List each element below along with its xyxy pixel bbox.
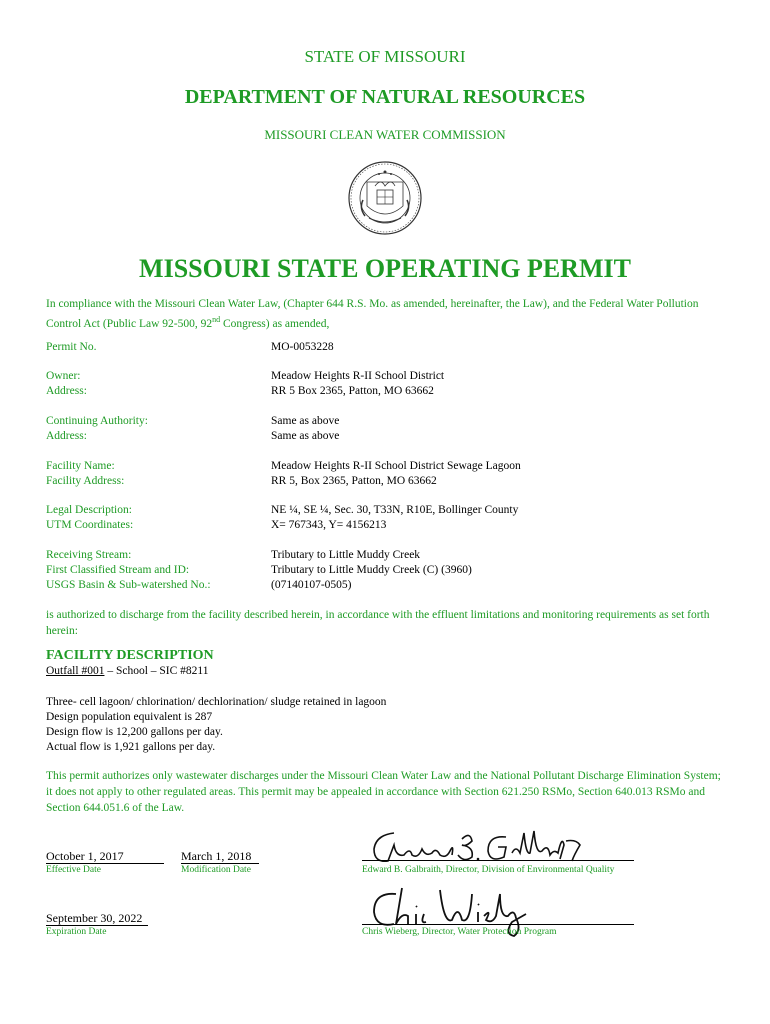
owner-address-label: Address: <box>46 385 87 397</box>
compliance-intro: In compliance with the Missouri Clean Water Law, (Chapter 644 R.S. Mo. as amended, hereinafter, the Law), and the Federal Water Pollution Control Act (Public Law 92-500, 92nd Congress) as amended, <box>46 298 699 330</box>
header-commission: MISSOURI CLEAN WATER COMMISSION <box>264 127 506 142</box>
expiration-date: September 30, 2022 <box>46 911 143 925</box>
expiration-date-label: Expiration Date <box>46 927 107 937</box>
permit-notice: This permit authorizes only wastewater discharges under the Missouri Clean Water Law and the National Pollutant Discharge Elimination System; it does not apply to other regulated areas. This permit may be appealed in accordance with Section 621.250 RSMo, Section 640.013 RSMo and Section 644.051.6 of the Law. <box>46 770 721 814</box>
facility-name-label: Facility Name: <box>46 460 115 472</box>
first-classified-stream-value: Tributary to Little Muddy Creek (C) (3960) <box>271 564 472 576</box>
continuing-authority-label: Continuing Authority: <box>46 415 148 427</box>
description-line: Actual flow is 1,921 gallons per day. <box>46 741 216 753</box>
utm-label: UTM Coordinates: <box>46 519 134 531</box>
owner-value: Meadow Heights R-II School District <box>271 370 445 382</box>
description-line: Three- cell lagoon/ chlorination/ dechlorination/ sludge retained in lagoon <box>46 696 387 708</box>
permit-no-label: Permit No. <box>46 341 97 353</box>
facility-name-value: Meadow Heights R-II School District Sewage Lagoon <box>271 460 521 472</box>
signature-line-2 <box>362 924 634 925</box>
signature-line-1 <box>362 860 634 861</box>
effective-date: October 1, 2017 <box>46 849 124 863</box>
header-state: STATE OF MISSOURI <box>304 47 466 66</box>
description-line: Design population equivalent is 287 <box>46 711 213 723</box>
modification-date-line <box>181 863 259 864</box>
authorized-statement: is authorized to discharge from the facility described herein, in accordance with the effluent limitations and monitoring requirements as set forth herein: <box>46 609 710 637</box>
ca-address-label: Address: <box>46 430 87 442</box>
permit-title: MISSOURI STATE OPERATING PERMIT <box>139 254 631 283</box>
legal-description-label: Legal Description: <box>46 504 132 516</box>
receiving-stream-label: Receiving Stream: <box>46 549 132 561</box>
outfall-line: Outfall #001 – School – SIC #8211 <box>46 665 209 677</box>
wieberg-signature-caption: Chris Wieberg, Director, Water Protection Program <box>362 927 557 937</box>
usgs-basin-value: (07140107-0505) <box>271 579 352 591</box>
header-department: DEPARTMENT OF NATURAL RESOURCES <box>184 86 586 108</box>
first-classified-stream-label: First Classified Stream and ID: <box>46 564 190 576</box>
receiving-stream-value: Tributary to Little Muddy Creek <box>271 549 421 561</box>
utm-value: X= 767343, Y= 4156213 <box>271 519 387 531</box>
usgs-basin-label: USGS Basin & Sub-watershed No.: <box>46 579 211 591</box>
effective-date-label: Effective Date <box>46 865 101 875</box>
modification-date-label: Modification Date <box>181 865 251 875</box>
effective-date-line <box>46 863 164 864</box>
ca-address-value: Same as above <box>271 430 340 442</box>
expiration-date-line <box>46 925 148 926</box>
permit-no-value: MO-0053228 <box>271 341 334 353</box>
facility-address-label: Facility Address: <box>46 475 125 487</box>
state-seal-icon <box>347 160 423 236</box>
facility-address-value: RR 5, Box 2365, Patton, MO 63662 <box>271 475 437 487</box>
owner-label: Owner: <box>46 370 81 382</box>
owner-address-value: RR 5 Box 2365, Patton, MO 63662 <box>271 385 434 397</box>
description-line: Design flow is 12,200 gallons per day. <box>46 726 223 738</box>
facility-description-body <box>46 695 386 755</box>
facility-description-heading: FACILITY DESCRIPTION <box>46 648 214 663</box>
galbraith-signature-caption: Edward B. Galbraith, Director, Division of Environmental Quality <box>362 865 615 875</box>
legal-description-value: NE ¼, SE ¼, Sec. 30, T33N, R10E, Bollinger County <box>271 504 519 516</box>
continuing-authority-value: Same as above <box>271 415 340 427</box>
modification-date: March 1, 2018 <box>181 849 252 863</box>
